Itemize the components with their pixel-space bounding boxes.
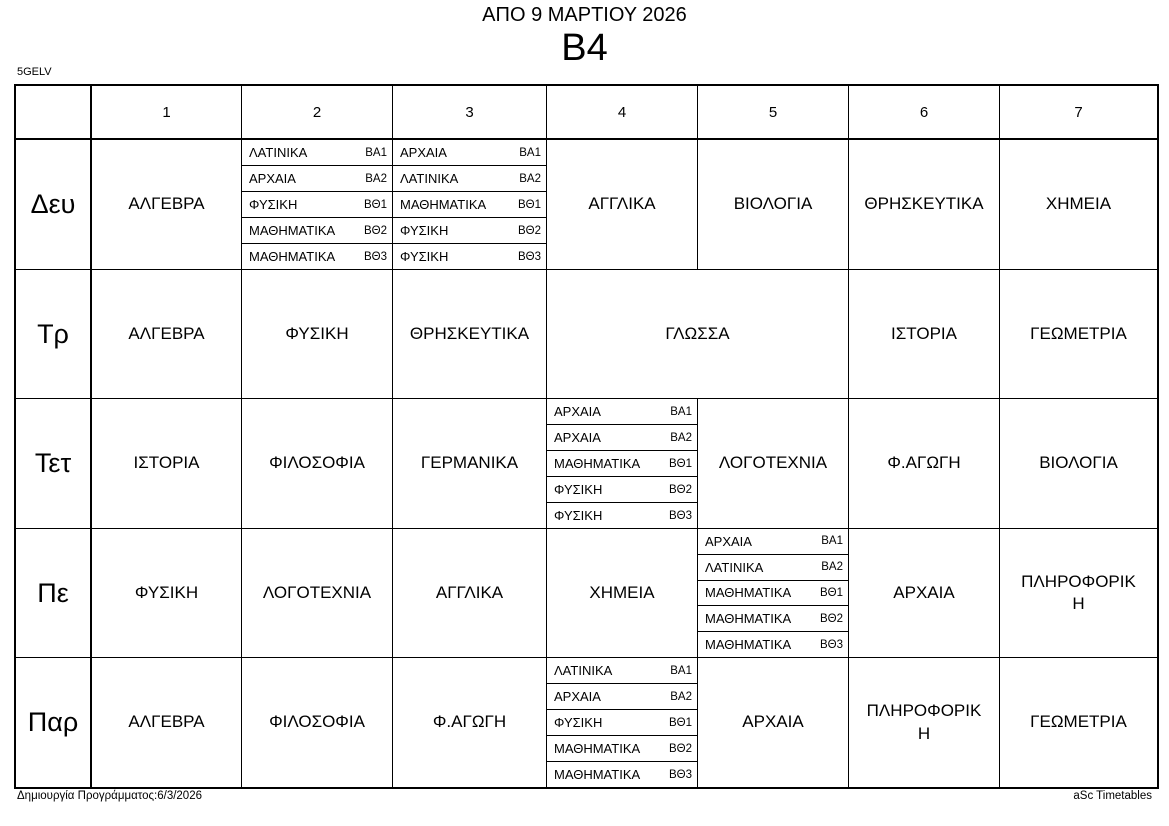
group-subject: ΜΑΘΗΜΑΤΙΚΑ	[249, 223, 336, 238]
group-code: ΒΘ3	[819, 638, 843, 651]
group-subject: ΜΑΘΗΜΑΤΙΚΑ	[249, 249, 336, 264]
lesson-cell-mon-5	[698, 140, 849, 270]
lesson-cell-tue-3	[393, 270, 547, 399]
group-subject: ΦΥΣΙΚΗ	[554, 482, 603, 497]
lesson-cell-mon-2-groups	[242, 140, 393, 270]
group-subject: ΦΥΣΙΚΗ	[400, 223, 449, 238]
group-list	[698, 529, 848, 657]
group-entry	[393, 244, 546, 269]
group-subject: ΑΡΧΑΙΑ	[400, 145, 447, 160]
group-subject: ΦΥΣΙΚΗ	[249, 197, 298, 212]
lesson-cell-wed-3	[393, 399, 547, 529]
day-label-wednesday: Τετ	[16, 399, 92, 529]
lesson-cell-tue-1	[92, 270, 242, 399]
group-entry	[393, 192, 546, 218]
subject-label: ΦΥΣΙΚΗ	[285, 323, 349, 343]
lesson-cell-mon-6	[849, 140, 1000, 270]
lesson-cell-fri-1	[92, 658, 242, 787]
group-entry	[547, 762, 697, 787]
subject-label: ΦΙΛΟΣΟΦΙΑ	[269, 453, 365, 473]
group-list	[242, 140, 392, 269]
group-entry	[547, 477, 697, 503]
group-entry	[698, 606, 848, 632]
lesson-cell-thu-1	[92, 529, 242, 658]
lesson-cell-mon-3-groups	[393, 140, 547, 270]
group-subject: ΑΡΧΑΙΑ	[249, 171, 296, 186]
group-code: ΒΘ2	[668, 742, 692, 755]
day-label-thursday: Πε	[16, 529, 92, 658]
lesson-cell-fri-5	[698, 658, 849, 787]
effective-date-title: ΑΠΟ 9 ΜΑΡΤΙΟΥ 2026	[482, 4, 687, 26]
group-list	[393, 140, 546, 269]
subject-label: ΛΟΓΟΤΕΧΝΙΑ	[262, 582, 372, 602]
lesson-cell-tue-4-5-merged	[547, 270, 849, 399]
lesson-cell-thu-5-groups	[698, 529, 849, 658]
group-code: ΒΘ2	[517, 224, 541, 237]
group-subject: ΜΑΘΗΜΑΤΙΚΑ	[705, 611, 792, 627]
group-subject: ΦΥΣΙΚΗ	[400, 249, 449, 264]
period-header-3: 3	[393, 86, 547, 140]
period-header-2: 2	[242, 86, 393, 140]
day-label-monday: Δευ	[16, 140, 92, 270]
group-code: ΒΑ2	[821, 561, 843, 574]
subject-label: ΘΡΗΣΚΕΥΤΙΚΑ	[409, 323, 530, 343]
lesson-cell-fri-6	[849, 658, 1000, 787]
group-list	[547, 658, 697, 787]
lesson-cell-wed-7	[1000, 399, 1157, 529]
group-subject: ΜΑΘΗΜΑΤΙΚΑ	[705, 637, 792, 653]
day-label-tuesday: Τρ	[16, 270, 92, 399]
group-subject: ΛΑΤΙΝΙΚΑ	[400, 171, 459, 186]
group-entry	[242, 244, 392, 269]
period-header-1: 1	[92, 86, 242, 140]
subject-label: ΧΗΜΕΙΑ	[589, 582, 655, 602]
group-entry	[242, 218, 392, 244]
group-subject: ΦΥΣΙΚΗ	[554, 715, 603, 730]
subject-label: ΦΙΛΟΣΟΦΙΑ	[269, 712, 365, 732]
group-entry	[547, 710, 697, 736]
lesson-cell-fri-3	[393, 658, 547, 787]
subject-label: ΓΛΩΣΣΑ	[665, 323, 730, 343]
group-subject: ΑΡΧΑΙΑ	[554, 430, 601, 445]
subject-label: ΒΙΟΛΟΓΙΑ	[733, 194, 813, 214]
group-code: ΒΘ3	[668, 768, 692, 781]
group-entry	[547, 658, 697, 684]
group-code: ΒΘ3	[363, 250, 387, 263]
lesson-cell-fri-7	[1000, 658, 1157, 787]
group-entry	[547, 451, 697, 477]
day-label-friday: Παρ	[16, 658, 92, 787]
group-code: ΒΘ2	[668, 483, 692, 496]
group-entry	[242, 192, 392, 218]
lesson-cell-wed-6	[849, 399, 1000, 529]
subject-label: ΙΣΤΟΡΙΑ	[891, 323, 957, 343]
group-code: ΒΑ2	[670, 431, 692, 444]
subject-label: ΓΕΩΜΕΤΡΙΑ	[1030, 323, 1127, 343]
period-header-6: 6	[849, 86, 1000, 140]
subject-label: ΒΙΟΛΟΓΙΑ	[1039, 453, 1118, 473]
group-entry	[698, 529, 848, 555]
lesson-cell-fri-4-groups	[547, 658, 698, 787]
group-subject: ΜΑΘΗΜΑΤΙΚΑ	[554, 767, 641, 782]
group-subject: ΑΡΧΑΙΑ	[705, 533, 752, 549]
subject-label: ΦΥΣΙΚΗ	[134, 582, 199, 602]
lesson-cell-wed-2	[242, 399, 393, 529]
subject-label: ΧΗΜΕΙΑ	[1045, 194, 1112, 214]
lesson-cell-thu-2	[242, 529, 393, 658]
lesson-cell-tue-7	[1000, 270, 1157, 399]
subject-label: ΑΛΓΕΒΡΑ	[128, 194, 205, 214]
creation-date-note: Δημιουργία Προγράμματος:6/3/2026	[17, 790, 202, 802]
group-subject: ΜΑΘΗΜΑΤΙΚΑ	[554, 741, 641, 756]
group-entry	[393, 140, 546, 166]
group-entry	[242, 140, 392, 166]
group-code: ΒΘ1	[819, 586, 843, 599]
lesson-cell-thu-3	[393, 529, 547, 658]
lesson-cell-mon-7	[1000, 140, 1157, 270]
subject-label: Φ.ΑΓΩΓΗ	[432, 712, 507, 732]
group-code: ΒΑ1	[670, 405, 692, 418]
group-code: ΒΑ2	[670, 690, 692, 703]
group-code: ΒΑ2	[365, 172, 387, 185]
lesson-cell-mon-4	[547, 140, 698, 270]
group-subject: ΛΑΤΙΝΙΚΑ	[705, 559, 764, 575]
lesson-cell-thu-7	[1000, 529, 1157, 658]
group-entry	[547, 425, 697, 451]
group-subject: ΜΑΘΗΜΑΤΙΚΑ	[554, 456, 641, 471]
group-code: ΒΘ1	[517, 198, 541, 211]
lesson-cell-thu-4	[547, 529, 698, 658]
group-code: ΒΑ1	[365, 146, 387, 159]
group-subject: ΜΑΘΗΜΑΤΙΚΑ	[705, 585, 792, 601]
group-entry	[698, 581, 848, 607]
group-subject: ΑΡΧΑΙΑ	[554, 689, 601, 704]
group-subject: ΜΑΘΗΜΑΤΙΚΑ	[400, 197, 487, 212]
subject-label: ΑΛΓΕΒΡΑ	[128, 323, 205, 343]
lesson-cell-wed-4-groups	[547, 399, 698, 529]
subject-label: ΘΡΗΣΚΕΥΤΙΚΑ	[864, 194, 984, 214]
group-code: ΒΑ1	[821, 535, 843, 548]
group-code: ΒΘ2	[819, 612, 843, 625]
group-code: ΒΘ1	[668, 457, 692, 470]
lesson-cell-tue-6	[849, 270, 1000, 399]
subject-label: ΑΡΧΑΙΑ	[742, 712, 804, 732]
timetable-version-label: 5GELV	[17, 66, 52, 78]
subject-label: Φ.ΑΓΩΓΗ	[887, 453, 961, 473]
group-code: ΒΑ1	[519, 146, 541, 159]
group-code: ΒΘ1	[668, 716, 692, 729]
subject-label: ΑΛΓΕΒΡΑ	[128, 712, 205, 732]
subject-label: ΙΣΤΟΡΙΑ	[133, 453, 200, 473]
timetable-grid	[14, 84, 1159, 789]
subject-label: ΓΕΡΜΑΝΙΚΑ	[420, 453, 519, 473]
group-code: ΒΘ1	[363, 198, 387, 211]
group-entry	[393, 166, 546, 192]
group-subject: ΦΥΣΙΚΗ	[554, 508, 603, 523]
period-header-4: 4	[547, 86, 698, 140]
group-entry	[547, 399, 697, 425]
group-entry	[698, 555, 848, 581]
group-entry	[393, 218, 546, 244]
lesson-cell-wed-5	[698, 399, 849, 529]
group-code: ΒΘ3	[668, 509, 692, 522]
group-code: ΒΑ2	[519, 172, 541, 185]
group-entry	[547, 503, 697, 528]
group-entry	[242, 166, 392, 192]
lesson-cell-thu-6	[849, 529, 1000, 658]
group-code: ΒΘ2	[363, 224, 387, 237]
period-header-5: 5	[698, 86, 849, 140]
group-subject: ΑΡΧΑΙΑ	[554, 404, 601, 419]
corner-cell	[16, 86, 92, 140]
group-subject: ΛΑΤΙΝΙΚΑ	[249, 145, 308, 160]
period-header-7: 7	[1000, 86, 1157, 140]
group-subject: ΛΑΤΙΝΙΚΑ	[554, 663, 613, 678]
lesson-cell-wed-1	[92, 399, 242, 529]
subject-label: ΛΟΓΟΤΕΧΝΙΑ	[718, 453, 828, 473]
group-code: ΒΘ3	[517, 250, 541, 263]
subject-label: ΑΓΓΛΙΚΑ	[435, 582, 504, 602]
subject-label: ΓΕΩΜΕΤΡΙΑ	[1030, 712, 1127, 732]
group-code: ΒΑ1	[670, 664, 692, 677]
group-entry	[547, 684, 697, 710]
subject-label: ΠΛΗΡΟΦΟΡΙΚΗ	[866, 701, 982, 743]
asc-timetables-credit: aSc Timetables	[1073, 790, 1152, 802]
group-list	[547, 399, 697, 528]
lesson-cell-fri-2	[242, 658, 393, 787]
lesson-cell-mon-1	[92, 140, 242, 270]
subject-label: ΑΡΧΑΙΑ	[893, 582, 955, 602]
subject-label: ΠΛΗΡΟΦΟΡΙΚΗ	[1021, 571, 1136, 613]
lesson-cell-tue-2	[242, 270, 393, 399]
group-entry	[547, 736, 697, 762]
group-entry	[698, 632, 848, 657]
subject-label: ΑΓΓΛΙΚΑ	[588, 194, 656, 214]
class-name-title: B4	[561, 27, 608, 69]
